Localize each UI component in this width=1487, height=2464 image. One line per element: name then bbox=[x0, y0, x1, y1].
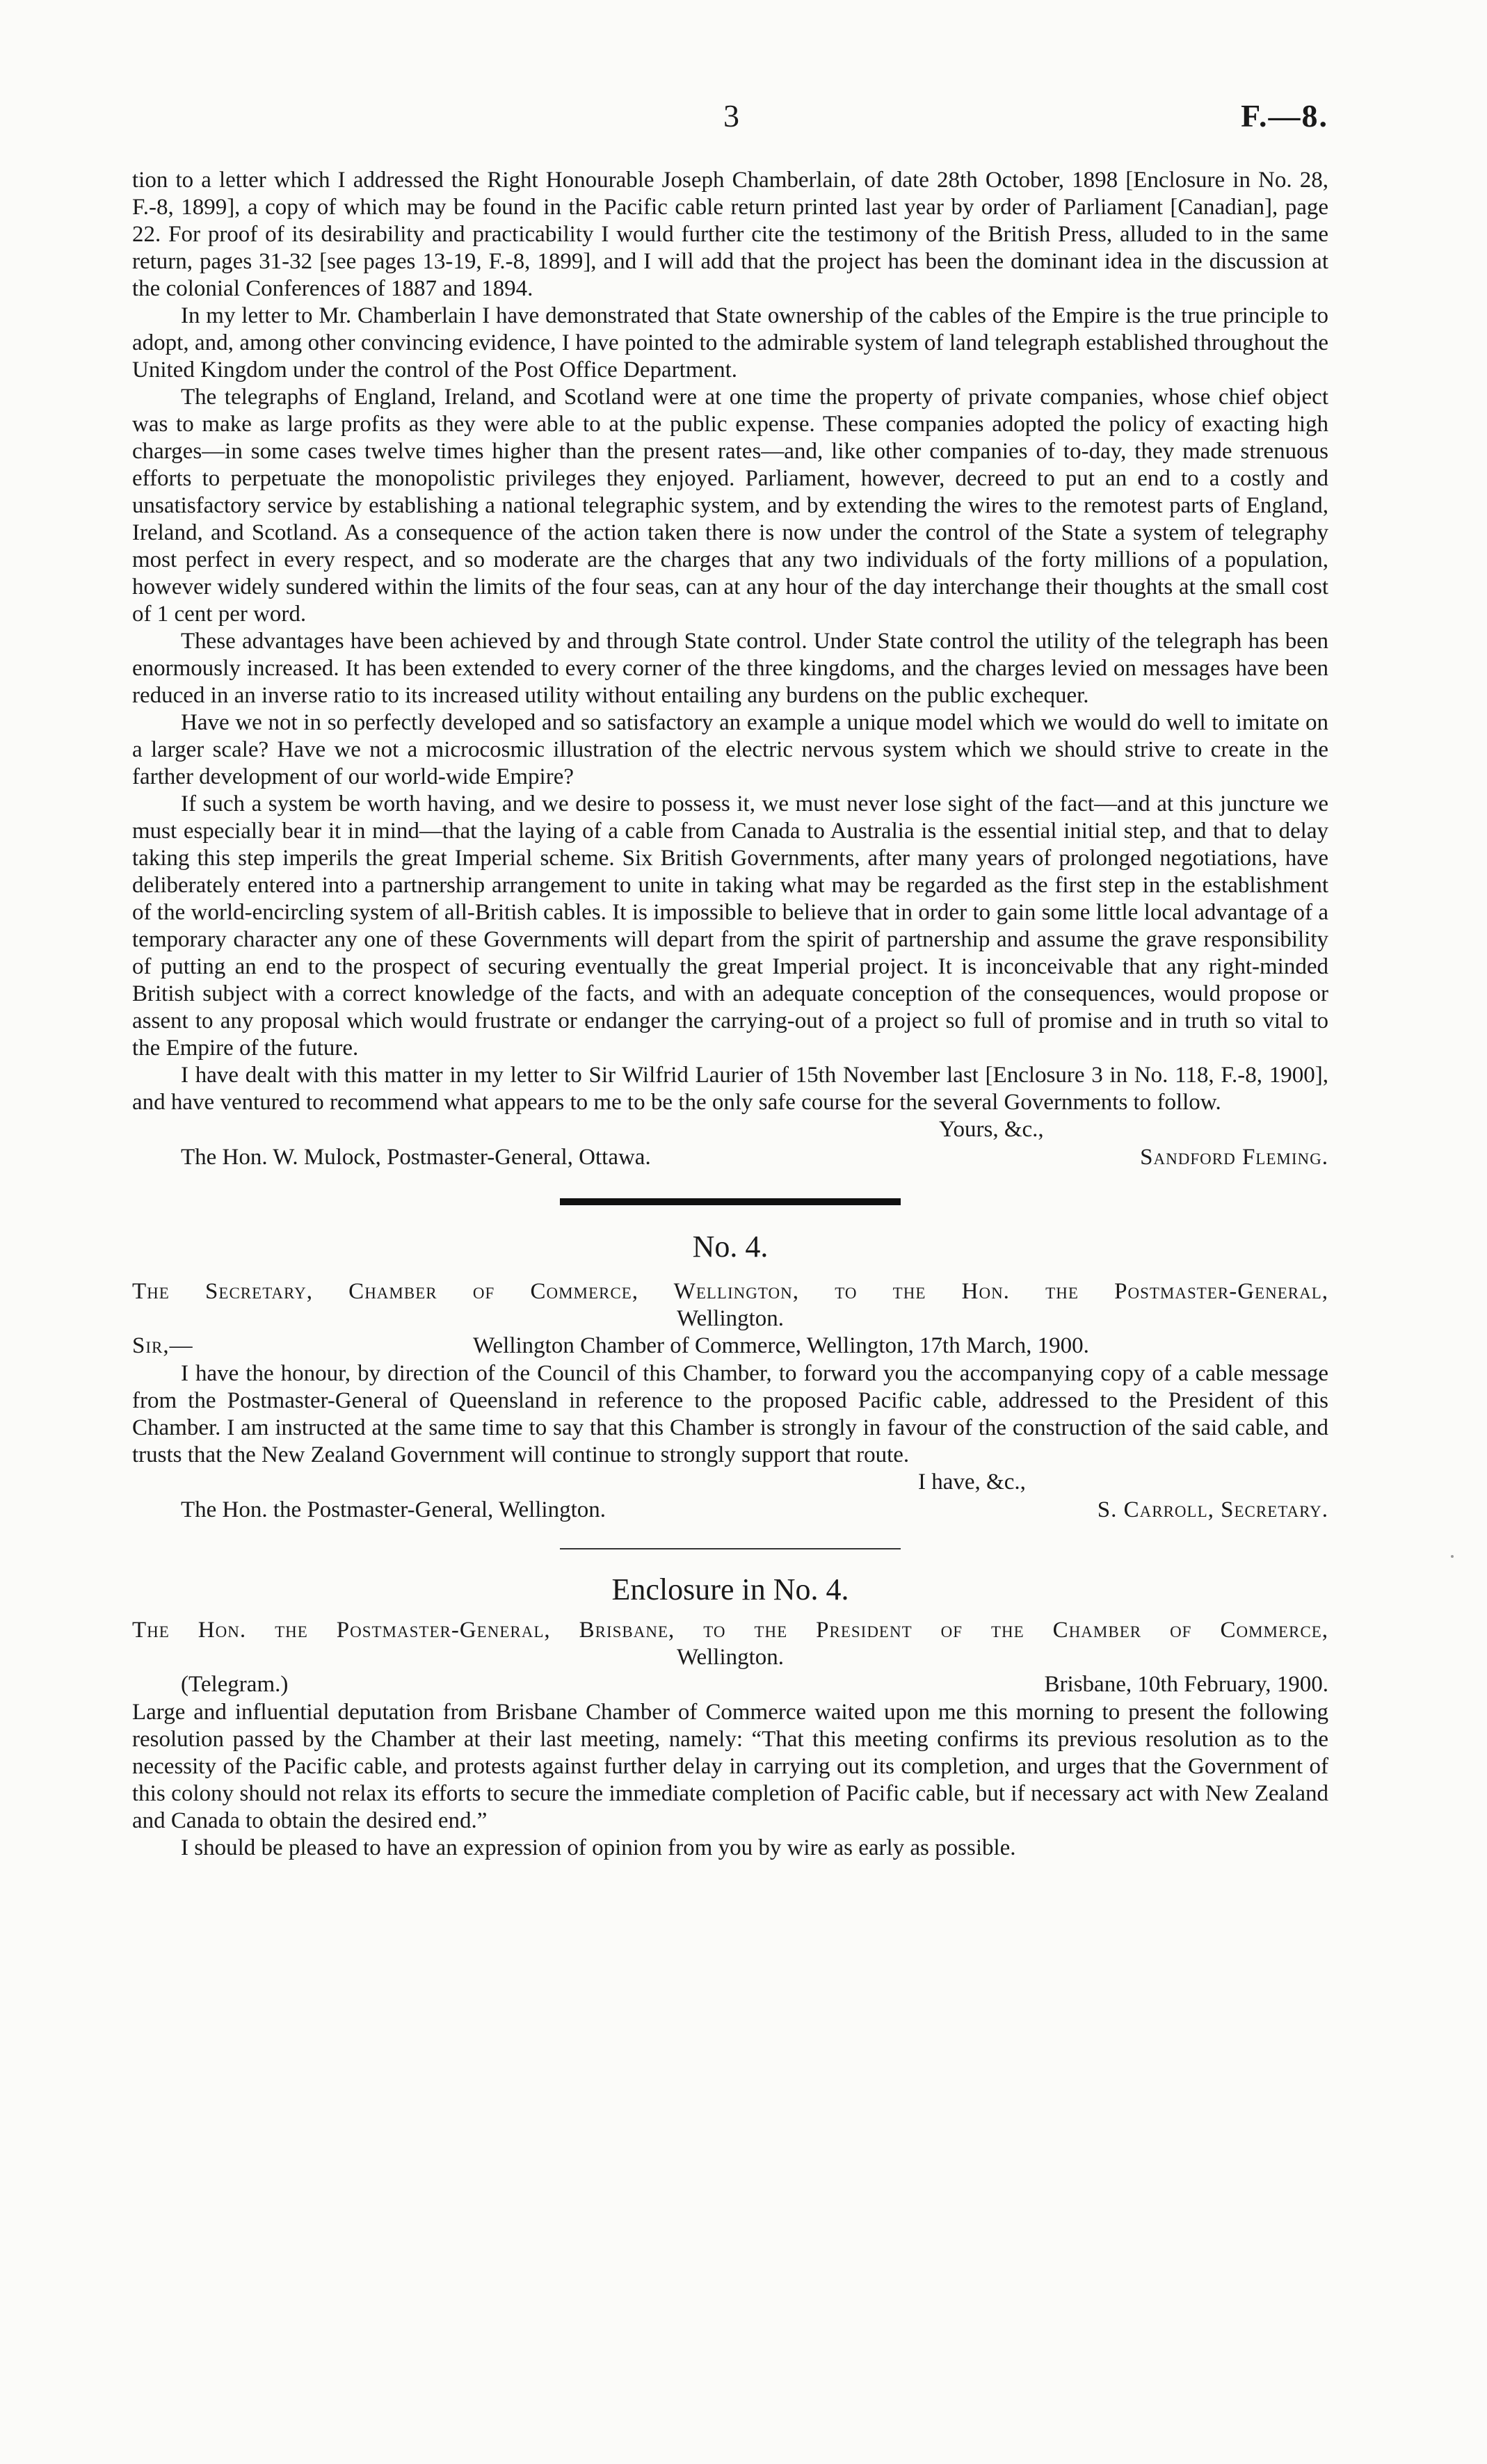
paragraph: If such a system be worth having, and we desire to possess it, we must never lose sight of the fact—and at this juncture we must especially bear it in mind—that the laying of a cable from Canada to Australia is the essential initial step, and that to delay taking this step imperils the great Imperial scheme. Six British Governments, after many years of prolonged negotiations, have deliberately entered into a partnership arrangement to unite in taking what may be regarded as the first step in the establishment of the world-encircling system of all-British cables. It is impossible to believe that in order to gain some little local advantage of a temporary character any one of these Governments will depart from the spirit of partnership and assume the grave responsibility of putting an end to the prospect of securing eventually the great Imperial project. It is inconceivable that any right-minded British subject with a correct knowledge of the facts, and with an adequate conception of the consequences, would propose or assent to any proposal which would frustrate or endanger the carrying-out of a project so full of promise and in truth so vital to the Empire of the future. bbox=[132, 791, 1328, 1061]
document-page bbox=[132, 90, 1328, 1862]
letter-closing: I have, &c., bbox=[918, 1469, 1026, 1495]
paragraph: I have dealt with this matter in my letter to Sir Wilfrid Laurier of 15th November last [Enclosure 3 in No. 118, F.-8, 1900], and have ventured to recommend what appears to me to be the only safe course for the several Governments to follow. bbox=[132, 1063, 1328, 1115]
addressing-line: Wellington. bbox=[676, 1306, 785, 1331]
section-heading-enclosure: Enclosure in No. 4. bbox=[611, 1572, 849, 1607]
letter-3-closing-row bbox=[132, 1116, 1328, 1144]
paragraph: Large and influential deputation from Brisbane Chamber of Commerce waited upon me this morning to present the following resolution passed by the Chamber at their last meeting, namely: “That this meeting confirms its previous resolution as to the necessity of the Pacific cable, and protests against further delay in carrying out its completion, and urges that the Government of this colony should not relax its efforts to secure the immediate completion of Pacific cable, but if necessary act with New Zealand and Canada to obtain the desired end.” bbox=[132, 1700, 1328, 1833]
letter-signature: Sandford Fleming. bbox=[1140, 1145, 1328, 1170]
paper-code: F.—8. bbox=[1241, 98, 1328, 134]
addressing-line: The Hon. the Postmaster-General, Brisbane, to the President of the Chamber of Commerce, bbox=[132, 1618, 1328, 1643]
dateline: Brisbane, 10th February, 1900. bbox=[1044, 1672, 1328, 1697]
paragraph: These advantages have been achieved by and through State control. Under State control the utility of the telegraph has been enormously increased. It has been extended to every corner of the three kingdoms, and the charges levied on messages have been reduced in an inverse ratio to its increased utility without entailing any burdens on the public exchequer. bbox=[132, 629, 1328, 708]
paragraph: I have the honour, by direction of the Council of this Chamber, to forward you the accompanying copy of a cable message from the Postmaster-General of Queensland in reference to the proposed Pacific cable, addressed to the President of this Chamber. I am instructed at the same time to say that this Chamber is strongly in favour of the construction of the said cable, and trusts that the New Zealand Government will continue to strongly support that route. bbox=[132, 1361, 1328, 1467]
paragraph: Have we not in so perfectly developed and so satisfactory an example a unique model which we would do well to imitate on a larger scale? Have we not a microcosmic illustration of the electric nervous system which we should strive to create in the farther development of our world-wide Empire? bbox=[132, 710, 1328, 789]
section-heading-no-4: No. 4. bbox=[692, 1230, 769, 1264]
enclosure-body bbox=[132, 1699, 1328, 1862]
telegram-label: (Telegram.) bbox=[181, 1672, 289, 1697]
section-divider-thick bbox=[560, 1198, 901, 1205]
page-number: 3 bbox=[723, 98, 739, 134]
letter-4-dateline-row bbox=[132, 1332, 1328, 1360]
addressing-line: The Secretary, Chamber of Commerce, Wellington, to the Hon. the Postmaster-General, bbox=[132, 1279, 1328, 1304]
page-header bbox=[132, 90, 1328, 167]
letter-4-closing-row bbox=[132, 1469, 1328, 1497]
letter-addressee: The Hon. W. Mulock, Postmaster-General, Ottawa. bbox=[181, 1145, 651, 1170]
enclosure-dateline-row bbox=[132, 1671, 1328, 1699]
dateline: Wellington Chamber of Commerce, Wellington, 17th March, 1900. bbox=[473, 1333, 1089, 1358]
letter-closing: Yours, &c., bbox=[939, 1117, 1044, 1142]
letter-signature: S. Carroll, Secretary. bbox=[1097, 1497, 1328, 1522]
paragraph: I should be pleased to have an expression of opinion from you by wire as early as possible. bbox=[181, 1835, 1016, 1860]
enclosure-addressing bbox=[132, 1617, 1328, 1671]
letter-4-body bbox=[132, 1360, 1328, 1469]
addressing-line: Wellington. bbox=[676, 1645, 785, 1670]
letter-3-body bbox=[132, 167, 1328, 1116]
letter-4-addressing bbox=[132, 1278, 1328, 1332]
letter-3-signature-row bbox=[132, 1144, 1328, 1172]
section-divider-thin bbox=[560, 1548, 901, 1549]
letter-4-signature-row bbox=[132, 1497, 1328, 1524]
paragraph: In my letter to Mr. Chamberlain I have demonstrated that State ownership of the cables of the Empire is the true principle to adopt, and, among other convincing evidence, I have pointed to the admirable system of land telegraph established throughout the United Kingdom under the control of the Post Office Department. bbox=[132, 303, 1328, 383]
margin-speck bbox=[1451, 1555, 1454, 1558]
letter-addressee: The Hon. the Postmaster-General, Wellington. bbox=[181, 1497, 606, 1522]
paragraph: The telegraphs of England, Ireland, and Scotland were at one time the property of private companies, whose chief object was to make as large profits as they were able to at the public expense. These companies adopted the policy of exacting high charges—in some cases twelve times higher than the present rates—and, like other companies of to-day, they made strenuous efforts to perpetuate the monopolistic privileges they enjoyed. Parliament, however, decreed to put an end to a costly and unsatisfactory service by establishing a national telegraphic system, and by extending the wires to the remotest parts of England, Ireland, and Scotland. As a consequence of the action taken there is now under the control of the State a system of telegraphy most perfect in every respect, and so moderate are the charges that any two individuals of the forty millions of a population, however widely sundered within the limits of the four seas, can at any hour of the day interchange their thoughts at the small cost of 1 cent per word. bbox=[132, 385, 1328, 627]
salutation: Sir,— bbox=[132, 1333, 193, 1358]
paragraph: tion to a letter which I addressed the Right Honourable Joseph Chamberlain, of date 28th October, 1898 [Enclosure in No. 28, F.-8, 1899], a copy of which may be found in the Pacific cable return printed last year by order of Parliament [Canadian], page 22. For proof of its desirability and practicability I would further cite the testimony of the British Press, alluded to in the same return, pages 31-32 [see pages 13-19, F.-8, 1899], and I will add that the project has been the dominant idea in the discussion at the colonial Conferences of 1887 and 1894. bbox=[132, 168, 1328, 301]
